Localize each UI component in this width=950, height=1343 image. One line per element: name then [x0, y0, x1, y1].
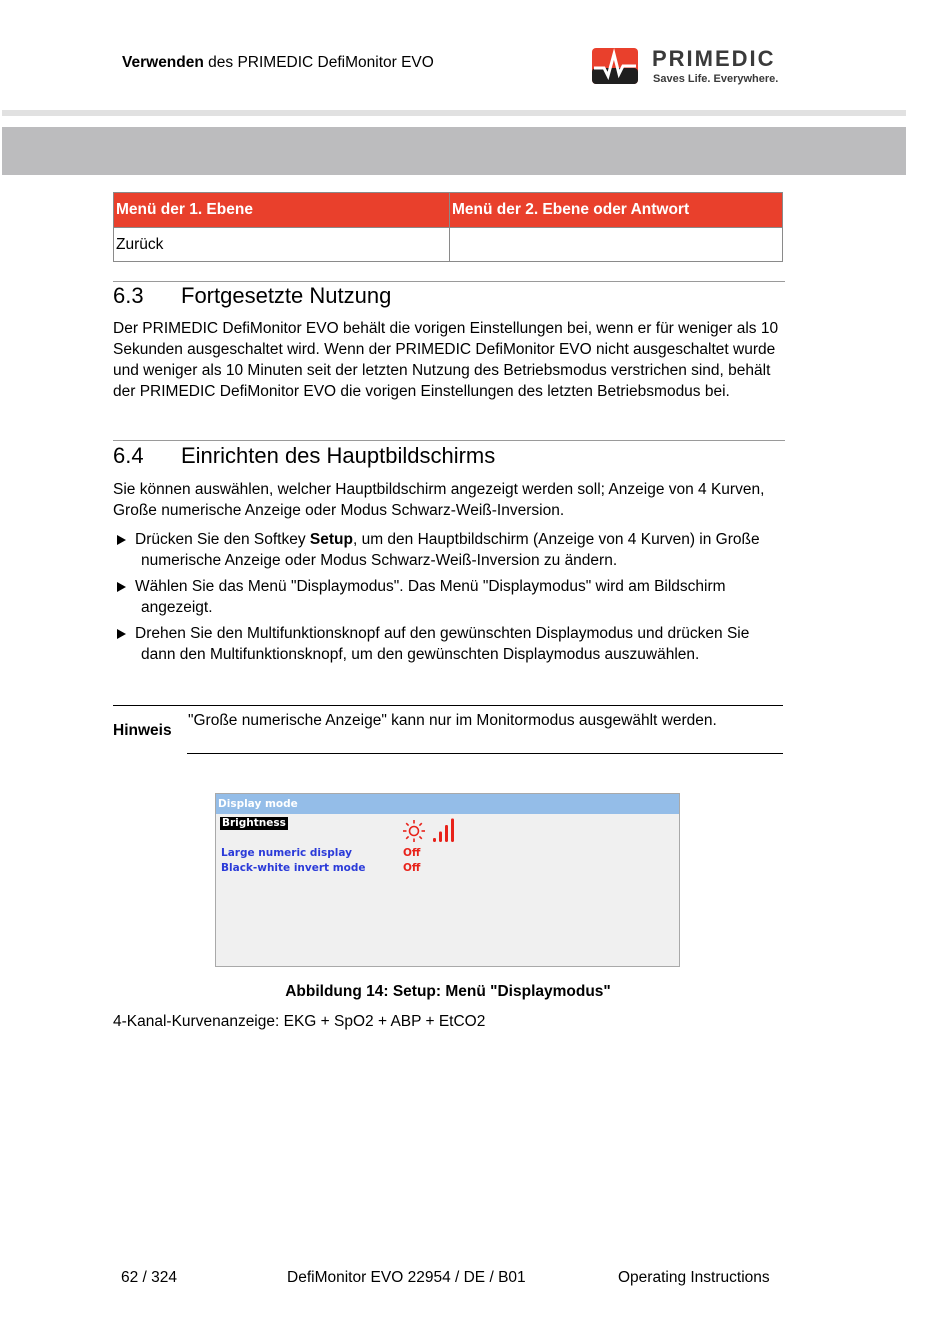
note-rule-bottom: [187, 753, 783, 754]
page-header-title: Verwenden des PRIMEDIC DefiMonitor EVO: [122, 54, 434, 71]
black-white-invert-value: Off: [403, 862, 421, 874]
table-row: [114, 228, 783, 262]
sun-icon: [403, 820, 425, 842]
table-header-cell: Menü der 2. Ebene oder Antwort: [450, 193, 783, 228]
large-numeric-display-value: Off: [403, 847, 421, 859]
section-heading: [113, 443, 495, 469]
display-mode-screenshot: [215, 793, 680, 967]
brightness-bar: [439, 832, 442, 843]
brightness-bar: [433, 838, 436, 842]
note-rule-top: [113, 705, 783, 706]
brightness-bars: [433, 819, 454, 843]
table-cell: [450, 228, 783, 262]
section-divider: [113, 281, 785, 282]
table-header-cell: Menü der 1. Ebene: [114, 193, 450, 228]
list-item: Drücken Sie den Softkey Setup, um den Hauptbildschirm (Anzeige von 4 Kurven) in Große numerische Anzeige oder Modus Schwarz-Weiß-Inversion zu ändern.: [113, 529, 783, 571]
header-divider: [2, 110, 906, 116]
menu-table: [113, 192, 783, 262]
document-type: Operating Instructions: [618, 1269, 770, 1286]
document-id: DefiMonitor EVO 22954 / DE / B01: [287, 1269, 526, 1286]
section-title: Fortgesetzte Nutzung: [181, 283, 392, 308]
brightness-bar: [445, 825, 448, 842]
section-divider: [113, 440, 785, 441]
large-numeric-display-label: Large numeric display: [221, 847, 353, 859]
note-label: Hinweis: [113, 722, 172, 739]
black-white-invert-label: Black-white invert mode: [221, 862, 366, 874]
screenshot-title: Display mode: [216, 794, 679, 814]
note-text: "Große numerische Anzeige" kann nur im Monitormodus ausgewählt werden.: [188, 712, 717, 729]
section-heading: [113, 283, 391, 309]
list-item: Drehen Sie den Multifunktionsknopf auf den gewünschten Displaymodus und drücken Sie dann den Multifunktionsknopf, um den gewünschten Displaymodus auszuwählen.: [113, 623, 783, 665]
header-band: [2, 127, 906, 175]
section-number: 6.4: [113, 443, 144, 468]
table-cell: Zurück: [114, 228, 450, 262]
figure-caption: Abbildung 14: Setup: Menü "Displaymodus": [285, 983, 611, 1000]
instruction-list: [113, 529, 783, 670]
section-body: Sie können auswählen, welcher Hauptbildschirm angezeigt werden soll; Anzeige von 4 Kurven, Große numerische Anzeige oder Modus Schwarz-Weiß-Inversion.: [113, 481, 765, 519]
softkey-name: Setup: [309, 531, 353, 548]
heartbeat-logo-icon: [592, 48, 638, 84]
logo-wordmark: PRIMEDIC: [652, 46, 776, 71]
table-header-row: [114, 193, 783, 228]
section-title: Einrichten des Hauptbildschirms: [181, 443, 496, 468]
primedic-logo: [592, 46, 782, 86]
brightness-indicator: [403, 818, 467, 846]
page-number: 62 / 324: [121, 1269, 178, 1286]
list-item: Wählen Sie das Menü "Displaymodus". Das Menü "Displaymodus" wird am Bildschirm angezeigt.: [113, 576, 783, 618]
logo-tagline: Saves Life. Everywhere.: [653, 73, 779, 85]
brightness-label: Brightness: [222, 817, 286, 829]
section-body: Der PRIMEDIC DefiMonitor EVO behält die vorigen Einstellungen bei, wenn er für weniger als 10 Sekunden ausgeschaltet wird. Wenn der PRIMEDIC DefiMonitor EVO nicht ausgeschaltet wurde und weniger als 10 Minuten seit der letzten Nutzung des Betriebsmodus verstrichen sind, behält der PRIMEDIC DefiMonitor EVO die vorigen Einstellungen des letzten Betriebsmodus bei.: [113, 320, 779, 400]
channels-text: 4-Kanal-Kurvenanzeige: EKG + SpO2 + ABP + EtCO2: [113, 1013, 486, 1030]
section-number: 6.3: [113, 283, 144, 308]
brightness-bar: [451, 819, 454, 843]
